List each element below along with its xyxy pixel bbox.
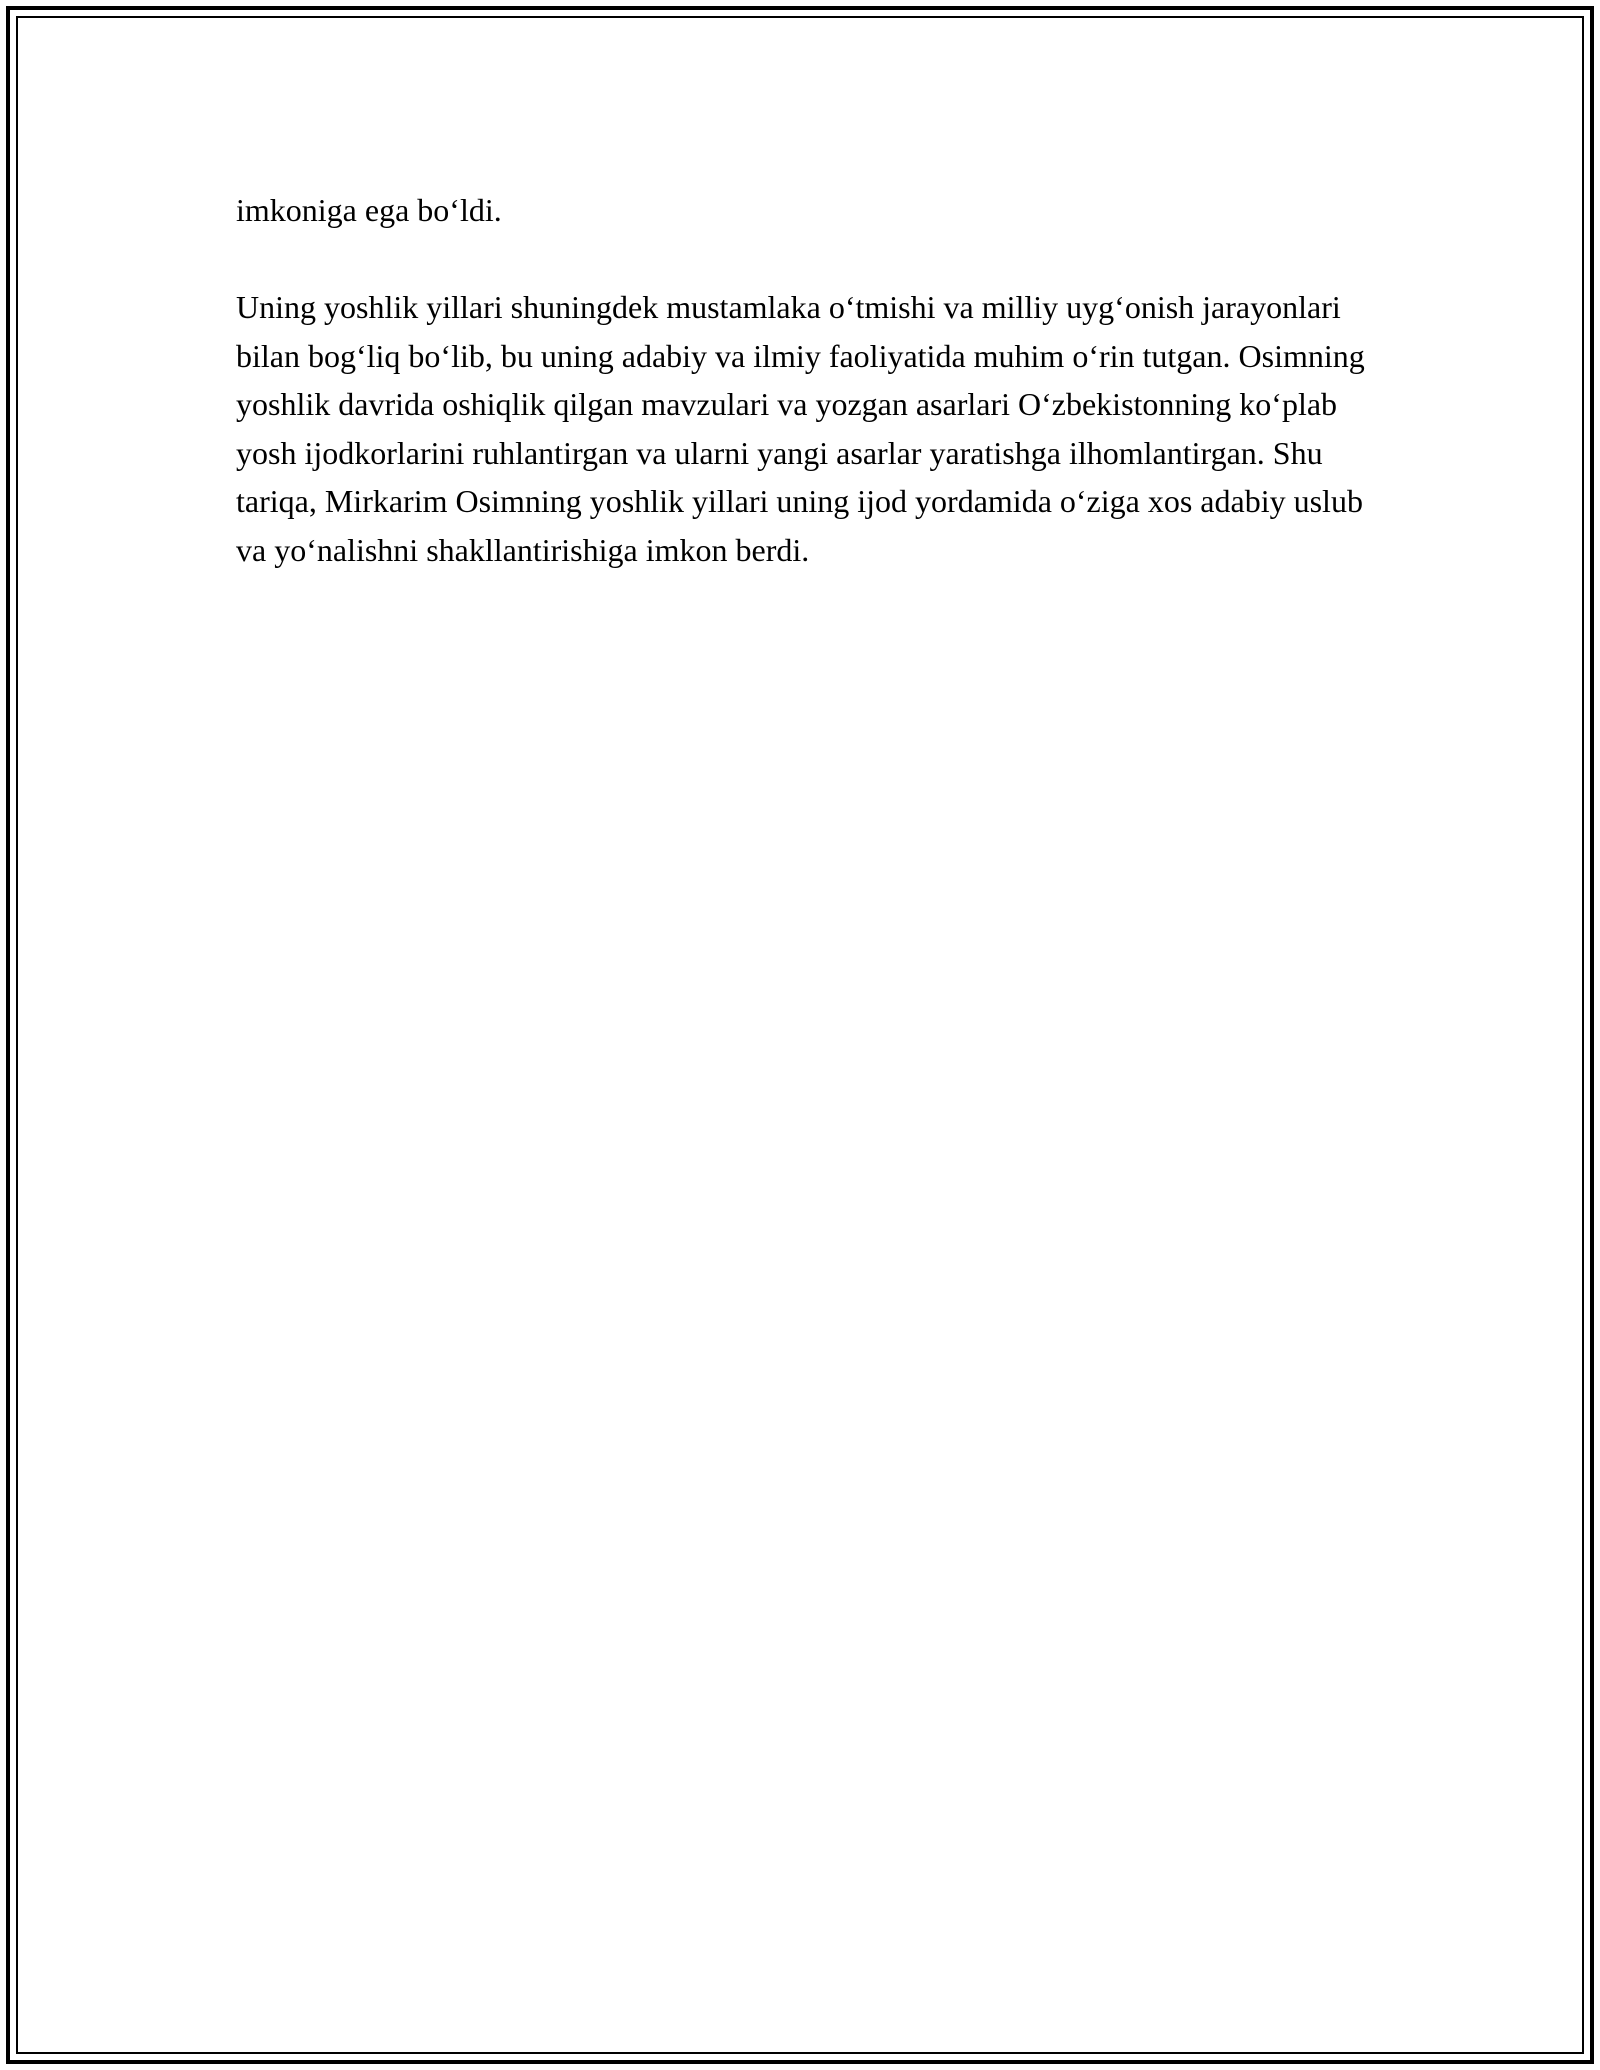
paragraph-continuation: imkoniga ega bo‘ldi. (236, 192, 502, 228)
paragraph-youth-years: Uning yoshlik yillari shuningdek mustamlaka o‘tmishi va milliy uyg‘onish jarayonlari bilan bog‘liq bo‘lib, bu uning adabiy va ilmiy faoliyatida muhim o‘rin tutgan. Osimning yoshlik davrida oshiqlik qilgan mavzulari va yozgan asarlari O‘zbekistonning ko‘plab yosh ijodkorlarini ruhlantirgan va ularni yangi asarlar yaratishga ilhomlantirgan. Shu tariqa, Mirkarim Osimning yoshlik yillari uning ijod yordamida o‘ziga xos adabiy uslub va yo‘nalishni shakllantirishiga imkon berdi. (236, 289, 1365, 568)
document-body (236, 186, 1376, 574)
